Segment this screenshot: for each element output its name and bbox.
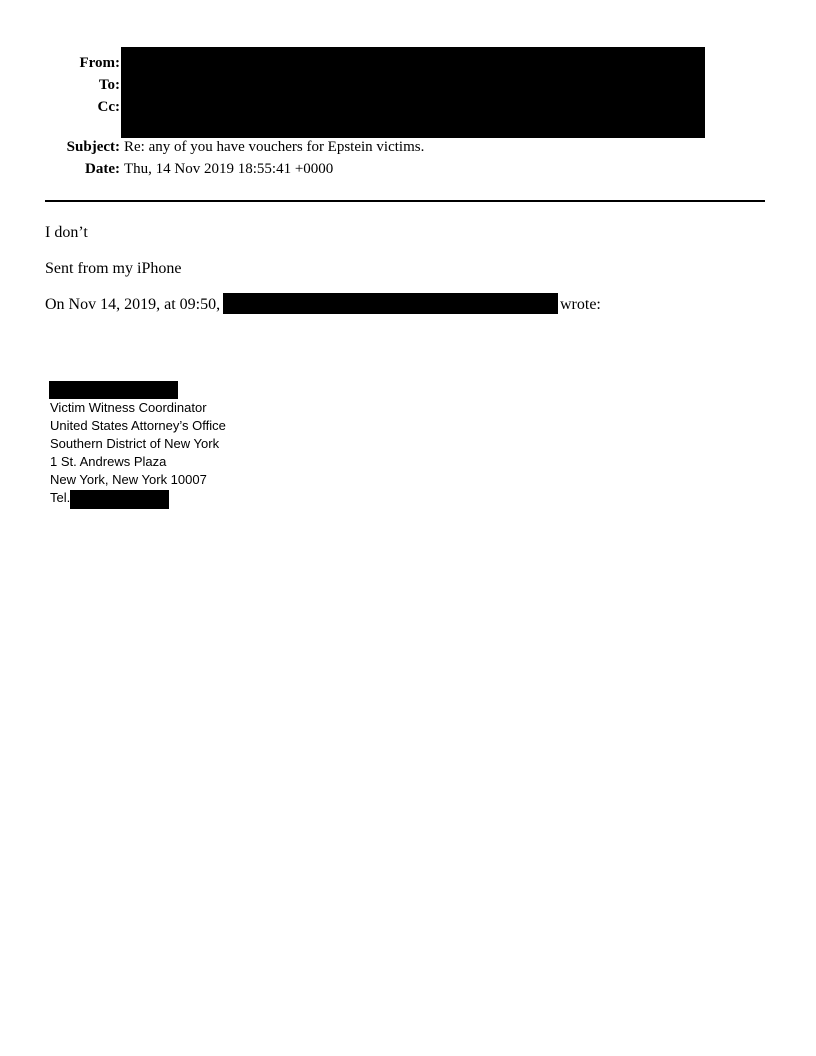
signature-office: United States Attorney’s Office [50, 418, 226, 433]
subject-value: Re: any of you have vouchers for Epstein victims. [124, 139, 425, 155]
signature-address-line2: New York, New York 10007 [50, 472, 207, 487]
cc-label: Cc: [97, 99, 120, 115]
signature-address-line1: 1 St. Andrews Plaza [50, 454, 167, 469]
date-label: Date: [85, 161, 120, 177]
signature-tel-redaction [70, 490, 169, 509]
subject-label: Subject: [66, 139, 120, 155]
signature-title: Victim Witness Coordinator [50, 400, 207, 415]
sent-from-line: Sent from my iPhone [45, 260, 182, 277]
quote-attribution-prefix: On Nov 14, 2019, at 09:50, [45, 296, 221, 313]
signature-name-redaction [49, 381, 178, 399]
quote-sender-redaction [223, 293, 558, 314]
signature-tel-label: Tel. [50, 490, 71, 505]
recipients-redaction [121, 47, 705, 138]
to-label: To: [98, 77, 120, 93]
reply-text: I don’t [45, 224, 88, 241]
quote-attribution-suffix: wrote: [560, 296, 601, 313]
date-value: Thu, 14 Nov 2019 18:55:41 +0000 [124, 161, 334, 177]
from-label: From: [79, 55, 120, 71]
header-divider [45, 200, 765, 202]
signature-district: Southern District of New York [50, 436, 220, 451]
